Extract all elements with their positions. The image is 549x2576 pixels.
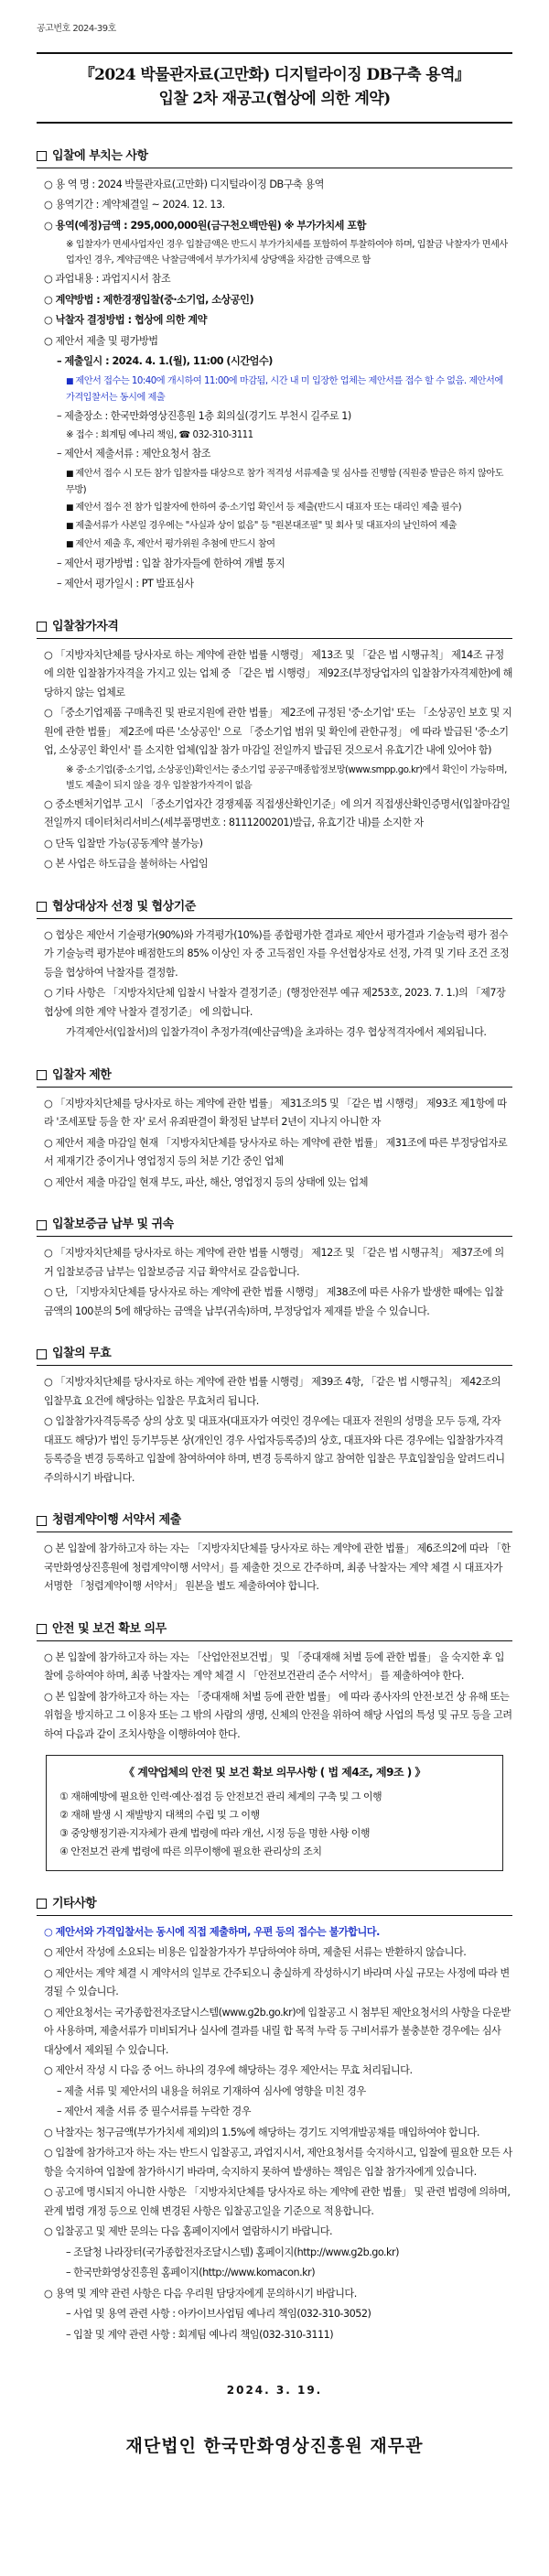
checkbox-square-icon <box>37 1899 47 1909</box>
safety-obligation-item: ④ 안전보건 관계 법령에 따른 의무이행에 필요한 관리상의 조치 <box>59 1845 322 1857</box>
section-heading <box>37 1216 512 1237</box>
notice-item: – 입찰 및 계약 관련 사항 : 회계팀 예나리 책임(032-310-3111) <box>37 2326 512 2345</box>
notice-item: ○ 제안서 작성 시 다음 중 어느 하나의 경우에 해당하는 경우 제안서는 무효 처리됩니다. <box>37 2062 512 2081</box>
section-s1 <box>37 147 512 594</box>
notice-number: 공고번호 2024-39호 <box>37 24 116 34</box>
section-s7 <box>37 1511 512 1596</box>
notice-item: ○ 단, 「지방자치단체를 당사자로 하는 계약에 관한 법률 시행령」 제38조에 따른 사유가 발생한 때에는 입찰금액의 100분의 5에 해당하는 금액을 납부(귀속)하며, 부정당업자 제재를 받을 수 있습니다. <box>37 1283 512 1321</box>
safety-obligation-title: 《 계약업체의 안전 및 보건 확보 의무사항 ( 법 제4조, 제9조 ) 》 <box>124 1766 425 1779</box>
section-heading-text: 입찰참가자격 <box>52 619 119 633</box>
notice-item: ○ 본 입찰에 참가하고자 하는 자는 「중대재해 처벌 등에 관한 법률」 에 따라 종사자의 안전·보건 상 유해 또는 위험을 방지하고 그 이용자 또는 그 밖의 사람의 생명, 신체의 안전을 위하여 해당 사업의 특성 및 규모 등을 고려하여 다음과 같이 조치사항을 이행하여야 한다. <box>37 1688 512 1745</box>
checkbox-square-icon <box>37 1070 47 1080</box>
notice-item: ○ 제안서 제출 마감일 현재 「지방자치단체를 당사자로 하는 계약에 관한 법률」 제31조에 따른 부정당업자로서 제재기간 중이거나 영업정지 등의 처분 기간 중인 업체 <box>37 1134 512 1172</box>
notice-item: ○ 제안서는 계약 체결 시 계약서의 일부로 간주되오니 충실하게 작성하시기 바라며 사실 규모는 사정에 따라 변경될 수 있습니다. <box>37 1964 512 2002</box>
notice-item: ○ 제안서와 가격입찰서는 동시에 직접 제출하며, 우편 등의 접수는 불가합니다. <box>37 1923 512 1943</box>
notice-item: ○ 본 입찰에 참가하고자 하는 자는 「지방자치단체를 당사자로 하는 계약에 관한 법률」 제6조의2에 따라 「한국만화영상진흥원에 청렴계약이행 서약서」를 제출한 것으로 간주하며, 최종 낙찰자는 계약 체결 시 대표자가 서명한 「청렴계약이행 서약서」 원본을 별도 제출하여야 합니다. <box>37 1540 512 1596</box>
notice-item: ○ 본 입찰에 참가하고자 하는 자는 「산업안전보건법」 및 「중대재해 처벌 등에 관한 법률」 을 숙지한 후 입찰에 응하여야 하며, 최종 낙찰자는 계약 체결 시 「안전보건관리 준수 서약서」 를 제출하여야 한다. <box>37 1649 512 1686</box>
notice-item: ○ 입찰참가자격등록증 상의 상호 및 대표자(대표자가 여럿인 경우에는 대표자 전원의 성명을 모두 등재, 각자 대표도 해당)가 법인 등기부등본 상(개인인 경우 사업자등록증)의 상호, 대표자와 다른 경우에는 입찰참가자격 등록증을 변경 등록하고 입찰에 참여하여야 하며, 변경 등록하지 않고 참여한 입찰은 무효입찰임을 알려드리니 주의하시기 바랍니다. <box>37 1412 512 1488</box>
safety-obligation-item: ② 재해 발생 시 재발방지 대책의 수립 및 그 이행 <box>59 1808 260 1821</box>
section-heading <box>37 1511 512 1532</box>
section-heading <box>37 147 512 168</box>
issuing-organization: 재단법인 한국만화영상진흥원 재무관 <box>125 2435 424 2456</box>
section-heading <box>37 898 512 919</box>
notice-item: ○ 「중소기업제품 구매촉진 및 판로지원에 관한 법률」 제2조에 규정된 '중·소기업' 또는 「소상공인 보호 및 지원에 관한 법률」 제2조에 따른 '소상공인' 으로 「중소기업 범위 및 확인에 관한규정」 에 따라 발급된 '중·소기업, 소상공인 확인서' 를 소지한 업체(입찰 참가 마감일 전일까지 발급된 것으로서 유효기간 내에 있어야 함) <box>37 704 512 761</box>
section-heading-text: 안전 및 보건 확보 의무 <box>52 1621 167 1636</box>
notice-item: ■ 제안서 접수 전 참가 입찰자에 한하여 중·소기업 확인서 등 제출(반드시 대표자 또는 대리인 제출 필수) <box>37 500 512 516</box>
section-s4 <box>37 1066 512 1193</box>
checkbox-square-icon <box>37 1624 47 1634</box>
notice-item: ○ 중소벤처기업부 고시 「중소기업자간 경쟁제품 직접생산확인기준」에 의거 직접생산확인증명서(입찰마감일 전일까지 데이터처리서비스(세부품명번호 : 8111200201)발급, 유효기간 내)를 소지한 자 <box>37 796 512 833</box>
notice-item: ○ 용역 및 계약 관련 사항은 다음 우리원 담당자에게 문의하시기 바랍니다. <box>37 2285 512 2304</box>
notice-item: ■ 제안서 접수 시 모든 참가 입찰자를 대상으로 참가 적격성 서류제출 및 심사를 진행함 (직원중 발급은 하지 않아도 무방) <box>37 466 512 498</box>
section-heading-text: 청렴계약이행 서약서 제출 <box>52 1513 181 1527</box>
notice-item: ○ 본 사업은 하도급을 불허하는 사업임 <box>37 855 512 874</box>
notice-item: ○ 제안요청서는 국가종합전자조달시스템(www.g2b.go.kr)에 입찰공고 시 첨부된 제안요청서의 사항을 다운받아 사용하며, 제출서류가 미비되거나 실사에 결과를 내릴 합 목적 누락 등 구비서류가 불충분한 경우에는 심사 대상에서 제외될 수 있습니다. <box>37 2004 512 2061</box>
section-heading-text: 입찰의 무효 <box>52 1347 112 1360</box>
title-line-2: 입찰 2차 재공고(협상에 의한 계약) <box>158 89 391 108</box>
section-heading-text: 협상대상자 선정 및 협상기준 <box>52 899 196 914</box>
notice-item: ○ 낙찰자 결정방법 : 협상에 의한 계약 <box>37 311 512 330</box>
title-line-1: 『2024 박물관자료(고만화) 디지털라이징 DB구축 용역』 <box>79 65 470 84</box>
notice-item: ○ 기타 사항은 「지방자치단체 입찰시 낙찰자 결정기준」(행정안전부 예규 제253호, 2023. 7. 1.)의 「제7장 협상에 의한 계약 낙찰자 결정기준」 에 의합니다. <box>37 984 512 1022</box>
notice-item: – 사업 및 용역 관련 사항 : 아카이브사업팀 예나리 책임(032-310-3052) <box>37 2305 512 2324</box>
notice-item: – 조달청 나라장터(국가종합전자조달시스템) 홈페이지(http://www.g2b.go.kr) <box>37 2244 512 2263</box>
notice-item: – 제안서 평가일시 : PT 발표심사 <box>37 575 512 594</box>
notice-item: ○ 계약방법 : 제한경쟁입찰(중·소기업, 소상공인) <box>37 291 512 310</box>
notice-item: – 한국만화영상진흥원 홈페이지(http://www.komacon.kr) <box>37 2264 512 2283</box>
checkbox-square-icon <box>37 902 47 912</box>
section-heading-text: 입찰에 부치는 사항 <box>52 148 148 163</box>
notice-item: ○ 용역(예정)금액 : 295,000,000원(금구천오백만원) ※ 부가가치세 포함 <box>37 217 512 236</box>
notice-item: ■ 제안서 접수는 10:40에 개시하여 11:00에 마감됨, 시간 내 미 입장한 업체는 제안서를 접수 할 수 없음. 제안서에 가격입찰서는 동시에 제출 <box>37 373 512 406</box>
section-s3 <box>37 898 512 1043</box>
notice-item: 가격제안서(입찰서)의 입찰가격이 추정가격(예산금액)을 초과하는 경우 협상적격자에서 제외됩니다. <box>66 1026 487 1038</box>
notice-item: ○ 입찰에 참가하고자 하는 자는 반드시 입찰공고, 과업지시서, 제안요청서를 숙지하시고, 입찰에 필요한 모든 사항을 숙지하여 입찰에 참가하시기 바라며, 숙지하지 못하여 발생하는 책임은 입찰 참가자에게 있습니다. <box>37 2144 512 2181</box>
section-s2 <box>37 618 512 874</box>
section-s8 <box>37 1620 512 1871</box>
checkbox-square-icon <box>37 1349 47 1359</box>
checkbox-square-icon <box>37 1220 47 1230</box>
notice-item: ※ 중·소기업(중·소기업, 소상공인)확인서는 중소기업 공공구매종합정보망(www.smpp.go.kr)에서 확인이 가능하며, 별도 제출이 되지 않을 경우 입찰참가자격이 없음 <box>37 763 512 794</box>
notice-item: ○ 단독 입찰만 가능(공동계약 불가능) <box>37 835 512 854</box>
notice-item: ■ 제출서류가 사본일 경우에는 "사실과 상이 없음" 등 "원본대조필" 및 회사 및 대표자의 날인하여 제출 <box>37 518 512 535</box>
safety-obligation-box <box>46 1755 503 1871</box>
notice-item: ※ 접수 : 회계팀 예나리 책임, ☎ 032-310-3111 <box>37 428 512 443</box>
notice-item: ○ 제안서 제출 마감일 현재 부도, 파산, 해산, 영업정지 등의 상태에 있는 업체 <box>37 1174 512 1193</box>
notice-item: – 제출장소 : 한국만화영상진흥원 1층 회의실(경기도 부천시 길주로 1) <box>37 407 512 427</box>
notice-item: – 제안서 제출서류 : 제안요청서 참조 <box>37 445 512 464</box>
section-heading-text: 기타사항 <box>52 1896 97 1910</box>
section-s6 <box>37 1345 512 1488</box>
notice-item: ○ 「지방자치단체를 당사자로 하는 계약에 관한 법률 시행령」 제13조 및 「같은 법 시행규칙」 제14조 규정에 의한 입찰참가자격을 가지고 있는 업체 중 「같은 법 시행령」 제92조(부정당업자의 입찰참가자격제한)에 해당하지 않는 업체로 <box>37 646 512 703</box>
checkbox-square-icon <box>37 151 47 161</box>
notice-item: ※ 입찰자가 면세사업자인 경우 입찰금액은 반드시 부가가치세를 포함하여 투찰하여야 하며, 입찰금 낙찰자가 면세사업자인 경우, 계약금액은 낙찰금액에서 부가가치세 상당액을 차감한 금액으로 함 <box>37 237 512 268</box>
notice-item: ○ 「지방자치단체를 당사자로 하는 계약에 관한 법률 시행령」 제12조 및 「같은 법 시행규칙」 제37조에 의거 입찰보증금 납부는 입찰보증금 지급 확약서로 갈음합니다. <box>37 1244 512 1282</box>
notice-item: – 제출 서류 및 제안서의 내용을 허위로 기재하여 심사에 영향을 미친 경우 <box>37 2083 512 2102</box>
section-s5 <box>37 1216 512 1321</box>
notice-item: ○ 용역기간 : 계약체결일 ~ 2024. 12. 13. <box>37 196 512 215</box>
section-heading <box>37 1620 512 1641</box>
notice-item: – 제안서 평가방법 : 입찰 참가자들에 한하여 개별 통지 <box>37 555 512 574</box>
section-heading <box>37 1895 512 1916</box>
notice-item: – 제안서 제출 서류 중 필수서류를 누락한 경우 <box>37 2103 512 2122</box>
notice-item: – 제출일시 : 2024. 4. 1.(월), 11:00 (시간엄수) <box>37 352 512 372</box>
notice-item: ■ 제안서 제출 후, 제안서 평가위원 추첨에 반드시 참여 <box>37 536 512 553</box>
notice-item: ○ 제안서 작성에 소요되는 비용은 입찰참가자가 부담하여야 하며, 제출된 서류는 반환하지 않습니다. <box>37 1943 512 1963</box>
section-heading <box>37 1066 512 1088</box>
notice-item: ○ 「지방자치단체를 당사자로 하는 계약에 관한 법률 시행령」 제39조 4항, 「같은 법 시행규칙」 제42조의 입찰무효 요건에 해당하는 입찰은 무효처리 됩니다. <box>37 1373 512 1411</box>
title-box <box>37 52 512 124</box>
notice-item: ○ 과업내용 : 과업지시서 참조 <box>37 270 512 289</box>
section-heading-text: 입찰자 제한 <box>52 1067 112 1082</box>
notice-item: ○ 공고에 명시되지 아니한 사항은 「지방자치단체를 당사자로 하는 계약에 관한 법률」 및 관련 법령에 의하며, 관계 법령 개정 등으로 인해 변경된 사항은 입찰공고일을 기준으로 적용합니다. <box>37 2183 512 2221</box>
notice-item: ○ 용 역 명 : 2024 박물관자료(고만화) 디지털라이징 DB구축 용역 <box>37 176 512 195</box>
section-heading-text: 입찰보증금 납부 및 귀속 <box>52 1218 174 1231</box>
section-s9 <box>37 1895 512 2345</box>
safety-obligation-item: ③ 중앙행정기관·지자체가 관계 법령에 따라 개선, 시정 등을 명한 사항 이행 <box>59 1826 370 1839</box>
section-heading <box>37 1345 512 1366</box>
notice-sections <box>37 147 512 2345</box>
notice-item: ○ 협상은 제안서 기술평가(90%)와 가격평가(10%)를 종합평가한 결과로 제안서 평가결과 기술능력 평가 점수가 기술능력 평가분야 배점한도의 85% 이상인 자 중 고득점인 자를 우선협상자로 선정, 가격 및 기타 조건 조정 등을 협상하여 낙찰자를 결정함. <box>37 926 512 983</box>
notice-item: ○ 「지방자치단체를 당사자로 하는 계약에 관한 법률」 제31조의5 및 「같은 법 시행령」 제93조 제1항에 따라 '조세포탈 등을 한 자' 로서 유죄판결이 확정된 날부터 2년이 지나지 아니한 자 <box>37 1095 512 1132</box>
safety-obligation-item: ① 재해예방에 필요한 인력·예산·점검 등 안전보건 관리 체계의 구축 및 그 이행 <box>59 1790 382 1802</box>
checkbox-square-icon <box>37 1516 47 1526</box>
section-heading <box>37 618 512 639</box>
notice-item: ○ 제안서 제출 및 평가방법 <box>37 332 512 352</box>
notice-item: ○ 낙찰자는 청구금액(부가가치세 제외)의 1.5%에 해당하는 경기도 지역개발공채를 매입하여야 합니다. <box>37 2124 512 2143</box>
checkbox-square-icon <box>37 622 47 632</box>
notice-date: 2024. 3. 19. <box>226 2384 323 2397</box>
notice-item: ○ 입찰공고 및 제반 문의는 다음 홈페이지에서 열람하시기 바랍니다. <box>37 2223 512 2242</box>
